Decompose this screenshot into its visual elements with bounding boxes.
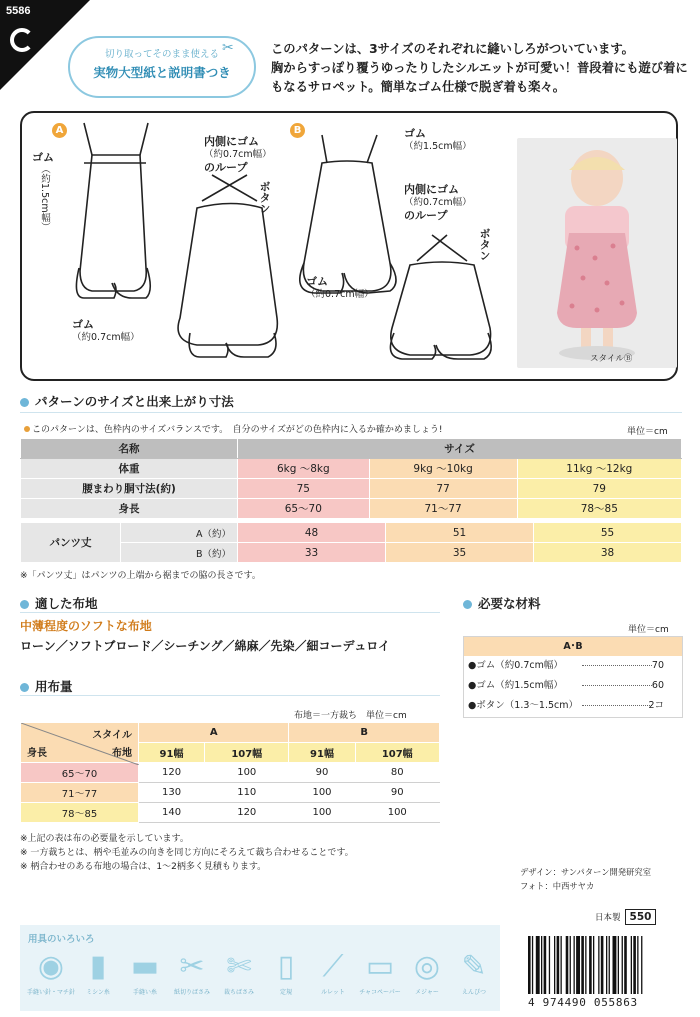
divider: [20, 412, 682, 413]
tool-item: ▯ 定規: [263, 947, 309, 996]
style-b-header: B: [289, 723, 440, 743]
table-row: 身長 65～70 71～77 78～85: [21, 499, 682, 519]
b-gomu-label: ゴム （約1.5cm幅）: [404, 127, 472, 152]
marker-a: A: [52, 123, 67, 138]
tools-title: 用具のいろいろ: [28, 934, 95, 945]
tool-item: ✎ えんぴつ: [451, 947, 497, 996]
materials-table: [463, 636, 683, 718]
materials-section-title: 必要な材料: [463, 594, 541, 612]
list-item: ●ゴム（約0.7cm幅） 70: [468, 660, 664, 671]
size-note: このパターンは、色枠内のサイズバランスです。 自分のサイズがどの色枠内に入るか確かめましょう!: [24, 422, 443, 435]
a-button-label: ボタン: [258, 181, 271, 214]
section-dot-icon: [463, 600, 472, 609]
credit-photo: フォト：中西サヤカ: [520, 881, 595, 891]
a-loop-label: 内側にゴム （約0.7cm幅） のループ: [204, 135, 272, 174]
a-gomu-label: ゴム （約1.5cm幅）: [32, 151, 54, 232]
pants-label: パンツ丈: [21, 523, 121, 563]
b-front-drawing: [303, 161, 391, 291]
size-unit: 単位＝cm: [627, 427, 668, 437]
ruler-icon: ▯: [277, 949, 295, 984]
price-value: 550: [625, 909, 657, 925]
a-bottom-gomu-label: ゴム （約0.7cm幅）: [72, 318, 140, 343]
photo-caption: スタイルⒷ: [590, 354, 633, 364]
tool-item: ▮ ミシン糸: [75, 947, 121, 996]
list-item: ●ボタン（1.3～1.5cm） 2コ: [468, 700, 664, 711]
product-photo: [517, 138, 677, 368]
materials-header: A･B: [464, 637, 682, 656]
barcode-number: 4 974490 055863: [528, 996, 638, 1009]
hand-thread-icon: ▬: [130, 949, 160, 984]
illustration-panel: [20, 111, 678, 381]
tool-item: ▭ チャコペーパー: [357, 947, 403, 996]
divider: [20, 695, 440, 696]
table-row: パンツ丈 A（約） 48 51 55: [21, 523, 682, 543]
size-footnote: ※「パンツ丈」はパンツの上端から裾までの脇の長さです。: [20, 571, 261, 581]
b-button-label: ボタン: [478, 228, 491, 261]
fabric-subtitle: 中薄程度のソフトな布地: [20, 619, 152, 633]
materials-unit: 単位＝cm: [628, 625, 669, 635]
pincushion-icon: ◉: [37, 949, 65, 984]
section-dot-icon: [20, 398, 29, 407]
table-row: 体重 6kg ～8kg 9kg ～10kg 11kg ～12kg: [21, 459, 682, 479]
thread-spool-icon: ▮: [89, 949, 107, 984]
chalk-paper-icon: ▭: [365, 949, 395, 984]
list-item: ●ゴム（約1.5cm幅） 60: [468, 680, 664, 691]
price: 日本製 550: [595, 909, 656, 925]
b-back-drawing: [391, 262, 491, 355]
pants-length-table: [20, 522, 682, 563]
tape-measure-icon: ◎: [413, 949, 441, 984]
pencil-icon: ✎: [461, 949, 487, 984]
table-row: 78～85 140 120 100 100: [21, 803, 440, 823]
tool-item: ✂ 紙切りばさみ: [169, 947, 215, 996]
fabric-list: ローン／ソフトブロード／シーチング／綿麻／先染／細コーデュロイ: [20, 639, 390, 653]
credit-design: デザイン：サンパターン開発研究室: [520, 867, 652, 877]
table-row: 65～70 120 100 90 80: [21, 763, 440, 783]
tool-item: ▬ 手縫い糸: [122, 947, 168, 996]
fabric-scissors-icon: ✄: [226, 949, 252, 984]
marker-b: B: [290, 123, 305, 138]
b-loop-label: 内側にゴム （約0.7cm幅） のループ: [404, 183, 472, 222]
intro-line-1: このパターンは、3サイズのそれぞれに縫いしろがついています。: [271, 42, 634, 56]
divider: [20, 612, 440, 613]
a-front-drawing: [80, 155, 146, 291]
tool-item: ⟋ ルレット: [310, 947, 356, 996]
section-dot-icon: [20, 683, 29, 692]
section-dot-icon: [20, 600, 29, 609]
scissor-icon: ✂: [222, 40, 234, 56]
size-header-name: 名称: [21, 439, 238, 459]
tracing-wheel-icon: ⟋: [322, 949, 344, 984]
tool-item: ◎ メジャー: [404, 947, 450, 996]
paper-scissors-icon: ✂: [179, 949, 205, 984]
tools-panel: [20, 925, 500, 1011]
b-bottom-gomu-label: ゴム （約0.7cm幅）: [306, 275, 374, 300]
intro-text: [271, 40, 691, 97]
yardage-notes: ※上記の表は布の必要量を示しています。 ※ 一方裁ちとは、柄や毛並みの向きを同じ方向にそろえて裁ち合わせることです。 ※ 柄合わせのある布地の場合は、1～2柄多く見積もります。: [20, 834, 354, 872]
badge-line1: 切り取ってそのまま使える: [104, 49, 219, 60]
note-dot-icon: [24, 426, 30, 432]
product-code: 5586: [6, 5, 31, 17]
intro-line-2: 胸からすっぽり覆うゆったりしたシルエットが可愛い！普段着にも遊び着にもなるサロペット。簡単なゴム仕様で脱ぎ着も楽々。: [271, 61, 688, 94]
yardage-table: スタイル 身長 布地 A B 91幅 107幅 91幅 107幅 65～70 120 100 90 80 71～77 130 110 100 90 78～85 140 120 100 100: [20, 722, 440, 823]
size-section-title: パターンのサイズと出来上がり寸法: [20, 392, 234, 410]
table-row: 71～77 130 110 100 90: [21, 783, 440, 803]
tool-item: ◉ 手縫い針・マチ針: [26, 949, 75, 996]
yardage-unit: 布地＝一方裁ち 単位＝cm: [294, 711, 407, 721]
credits: [520, 865, 651, 893]
table-row: 腰まわり胴寸法(約) 75 77 79: [21, 479, 682, 499]
style-a-header: A: [139, 723, 289, 743]
tool-item: ✄ 裁ちばさみ: [216, 947, 262, 996]
table-row: B（約） 33 35 38: [21, 543, 682, 563]
size-header-size: サイズ: [238, 439, 682, 459]
size-table: [20, 438, 682, 519]
fabric-section-title: 適した布地: [20, 594, 98, 612]
yardage-corner: スタイル 身長 布地: [21, 723, 139, 763]
yardage-section-title: 用布量: [20, 677, 73, 695]
brand-logo-icon: [10, 28, 34, 52]
badge-line2: 実物大型紙と説明書つき: [93, 65, 231, 80]
barcode-icon: [524, 936, 692, 996]
